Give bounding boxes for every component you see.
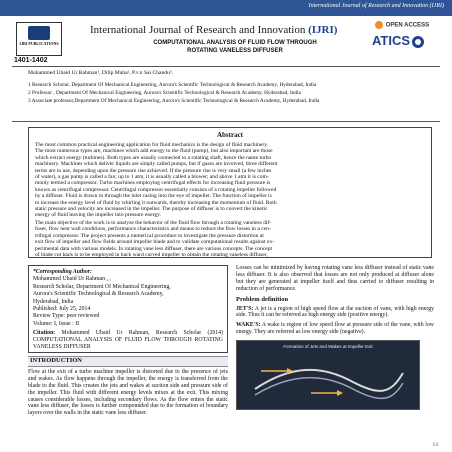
open-access-label: OPEN ACCESS bbox=[385, 22, 430, 29]
paper-title-line-2: ROTATING VANELESS DIFFUSER bbox=[187, 47, 283, 54]
correspondence-line: Mohammed Ubaid Ur Rahman , , bbox=[33, 276, 111, 283]
abstract-line: by a diffuser. Fluid is drawn in through the inlet casing into the eye of impeller. The function of impeller is bbox=[35, 193, 272, 200]
volume-issue: Volume: I, Issue : II bbox=[33, 320, 80, 327]
citation-text: Mohammed Ubaid Ur Rahman, Research Scholar (2014) COMPUTATIONAL ANALYSIS OF FLUID FLOW THROUGH ROTATING VANELESS DIFFUSER bbox=[33, 329, 223, 350]
correspondence-line: Research Scholar, Department Of Mechanical Engineering, bbox=[33, 283, 171, 290]
problem-definition-heading: Problem definition bbox=[236, 295, 289, 303]
atics-ring-icon bbox=[412, 36, 424, 48]
jets-label: JET'S: bbox=[236, 305, 254, 312]
atics-text: ATICS bbox=[372, 33, 411, 48]
abstract-line: exit flow of impeller and flow fields around impeller blade and to validate computational results against ex- bbox=[35, 239, 275, 246]
citation bbox=[33, 330, 223, 351]
corresponding-author-heading: *Corresponding Author: bbox=[33, 269, 92, 275]
journal-name-text: International Journal of Research and Innovation bbox=[90, 24, 309, 36]
affiliation-2: 2 Professor , Department Of Mechanical Engineering, Aurora's Scientific Technological & Research Academy, Hyderabad, India bbox=[28, 90, 301, 96]
journal-name bbox=[90, 24, 337, 36]
wakes-definition bbox=[236, 322, 434, 336]
abstract-box bbox=[28, 127, 432, 258]
book-icon bbox=[28, 26, 50, 40]
issn-number: 1401-1402 bbox=[14, 57, 48, 64]
abstract-line: static pressure and velocity are increased in the impeller. The purpose of diffuser is to convert the kinetic bbox=[35, 206, 268, 212]
header-band-text: International Journal of Research and Innovation (IJRI) bbox=[308, 3, 444, 9]
corresponding-author-box bbox=[28, 265, 228, 353]
open-access-badge bbox=[374, 21, 429, 29]
wakes-label: WAKE'S: bbox=[236, 322, 261, 329]
abstract-line: which extract energy (turbines). Both types are usually connected to a rotating shaft, hence the name turbo bbox=[35, 154, 272, 161]
abstract-line: known as centrifugal compressor. Centrifugal compressor essentially consists of a rotating impeller followed bbox=[35, 186, 277, 193]
paper-title bbox=[120, 40, 350, 55]
paper-title-line-1: COMPUTATIONAL ANALYSIS OF FLUID FLOW THROUGH bbox=[153, 40, 317, 46]
impeller-flow-diagram bbox=[251, 359, 407, 401]
abstract-line: machinery. Machines which deliver liquids are simply called pumps, but if gases are involved, three different bbox=[35, 161, 278, 168]
abstract-line: terms are in use, depending upon the pressure rise achieved. If the pressure rise is very small (a few inches bbox=[35, 167, 272, 174]
correspondence-line: Hyderabad, India bbox=[33, 298, 74, 305]
journal-header-band bbox=[0, 0, 452, 16]
abstract-line: fuser, flow near wall conditions, performance characteristics and means to reduce the flow losses in a cen- bbox=[35, 226, 271, 233]
logo-text: IJRI PUBLICATIONS bbox=[19, 41, 59, 46]
abstract-line: The main objective of the work is to analyze the behavior of the fluid flow through a rotating vaneless dif- bbox=[35, 220, 272, 226]
affiliation-divider bbox=[12, 121, 440, 122]
citation-label: Citation: bbox=[33, 329, 56, 336]
correspondence-line: Aurora's Scientific Technological & Research Academy, bbox=[33, 291, 164, 298]
abstract-line: perimental data with various models. In rotating vane less diffuser, there are various concepts. The concept bbox=[35, 245, 273, 252]
abstract-line: of water), a gas pump is called a fan; up to 1 atm, it is usually called a blower; and above 1 atm it is com- bbox=[35, 174, 269, 180]
abstract-line: of blade cut back is to be employed in back ward curved impeller to obtain the rotating vaneless diffuser, bbox=[35, 252, 268, 258]
wakes-text: A wake is region of low speed flow at pressure side of the vane, with low energy. They are referred as low energy side (negative). bbox=[236, 322, 434, 336]
figure-caption: Formation of Jets and Wakes at Impeller Exit bbox=[283, 344, 373, 350]
right-column bbox=[236, 265, 434, 410]
abstract-line: The most common practical engineering application for fluid mechanics is the design of fluid machinery. bbox=[35, 142, 268, 148]
abstract-heading: Abstract bbox=[216, 131, 244, 139]
introduction-heading: INTRODUCTION bbox=[28, 356, 228, 367]
journal-abbr: (IJRI) bbox=[308, 24, 338, 36]
open-access-lock-icon bbox=[375, 21, 383, 29]
jets-text: A jet is a region of high speed flow at the suction of vane, with high energy side. Thus it can be referred as high energy side (positive energy). bbox=[236, 305, 434, 319]
abstract-line: to increase the energy level of fluid by whirling it outwards, thereby increasing the momentum of fluid. Both bbox=[35, 199, 277, 206]
author-list: Mohammed Ubaid Ur Rahman¹, Dilip Maha², P.v.n Sai Chandu³. bbox=[28, 70, 173, 76]
jets-definition bbox=[236, 306, 434, 320]
abstract-line: The most numerous types are, machines which add energy to the fluid (pump), but also important are those bbox=[35, 148, 273, 155]
page-number: 13 bbox=[432, 442, 438, 448]
affiliation-3: 3 Associate professor,Department Of Mechanical Engineering, Aurora's Scientific Technological & Research Academy, Hyderabad, India bbox=[28, 98, 320, 104]
review-type: Review Type: peer reviewed bbox=[33, 313, 100, 320]
published-date: Published: July 25, 2014 bbox=[33, 306, 91, 313]
jets-wakes-figure bbox=[236, 340, 420, 410]
ijri-logo bbox=[16, 22, 62, 56]
atics-logo bbox=[372, 33, 424, 48]
header-divider bbox=[12, 66, 440, 67]
abstract-line: monly termed a compressor. Turbo machines employing centrifugal effects for increasing fluid pressure is bbox=[35, 180, 271, 187]
affiliation-1: 1 Research Scholar, Department Of Mechanical Engineering, Aurora's Scientific Technological & Research Academy, Hyderabad, India bbox=[28, 82, 317, 88]
losses-paragraph: Losses can be minimized by having rotating vane less diffuser instead of static vane less diffuser. It is also observed that losses are not only produced at diffuser alone but they are generated at impeller itself and thus carried to diffuser resulting in reduction of performance. bbox=[236, 265, 434, 292]
abstract-line: trifugal compressor. The project presents a numerical procedure to investigate the pressure distortion at bbox=[35, 232, 264, 239]
left-column bbox=[28, 265, 228, 420]
abstract-line: energy of fluid leaving the impeller into pressure energy. bbox=[35, 212, 161, 219]
introduction-paragraph: Flow at the exit of a turbo machine impeller is distorted due to the presence of jets and wakes. As flow happens through the impeller, the energy is transferred from the blade to the fluid. This creates the jets and wakes at suction side and pressure side of the impeller. This fluid with different energy levels mixes at the exit. This mixing causes considerable losses, including secondary flows. As the flow enters the static vane less diffuser, the losses is further compounded due to the formation of boundary layers over the walls in the static vane less diffuser. bbox=[28, 368, 228, 417]
